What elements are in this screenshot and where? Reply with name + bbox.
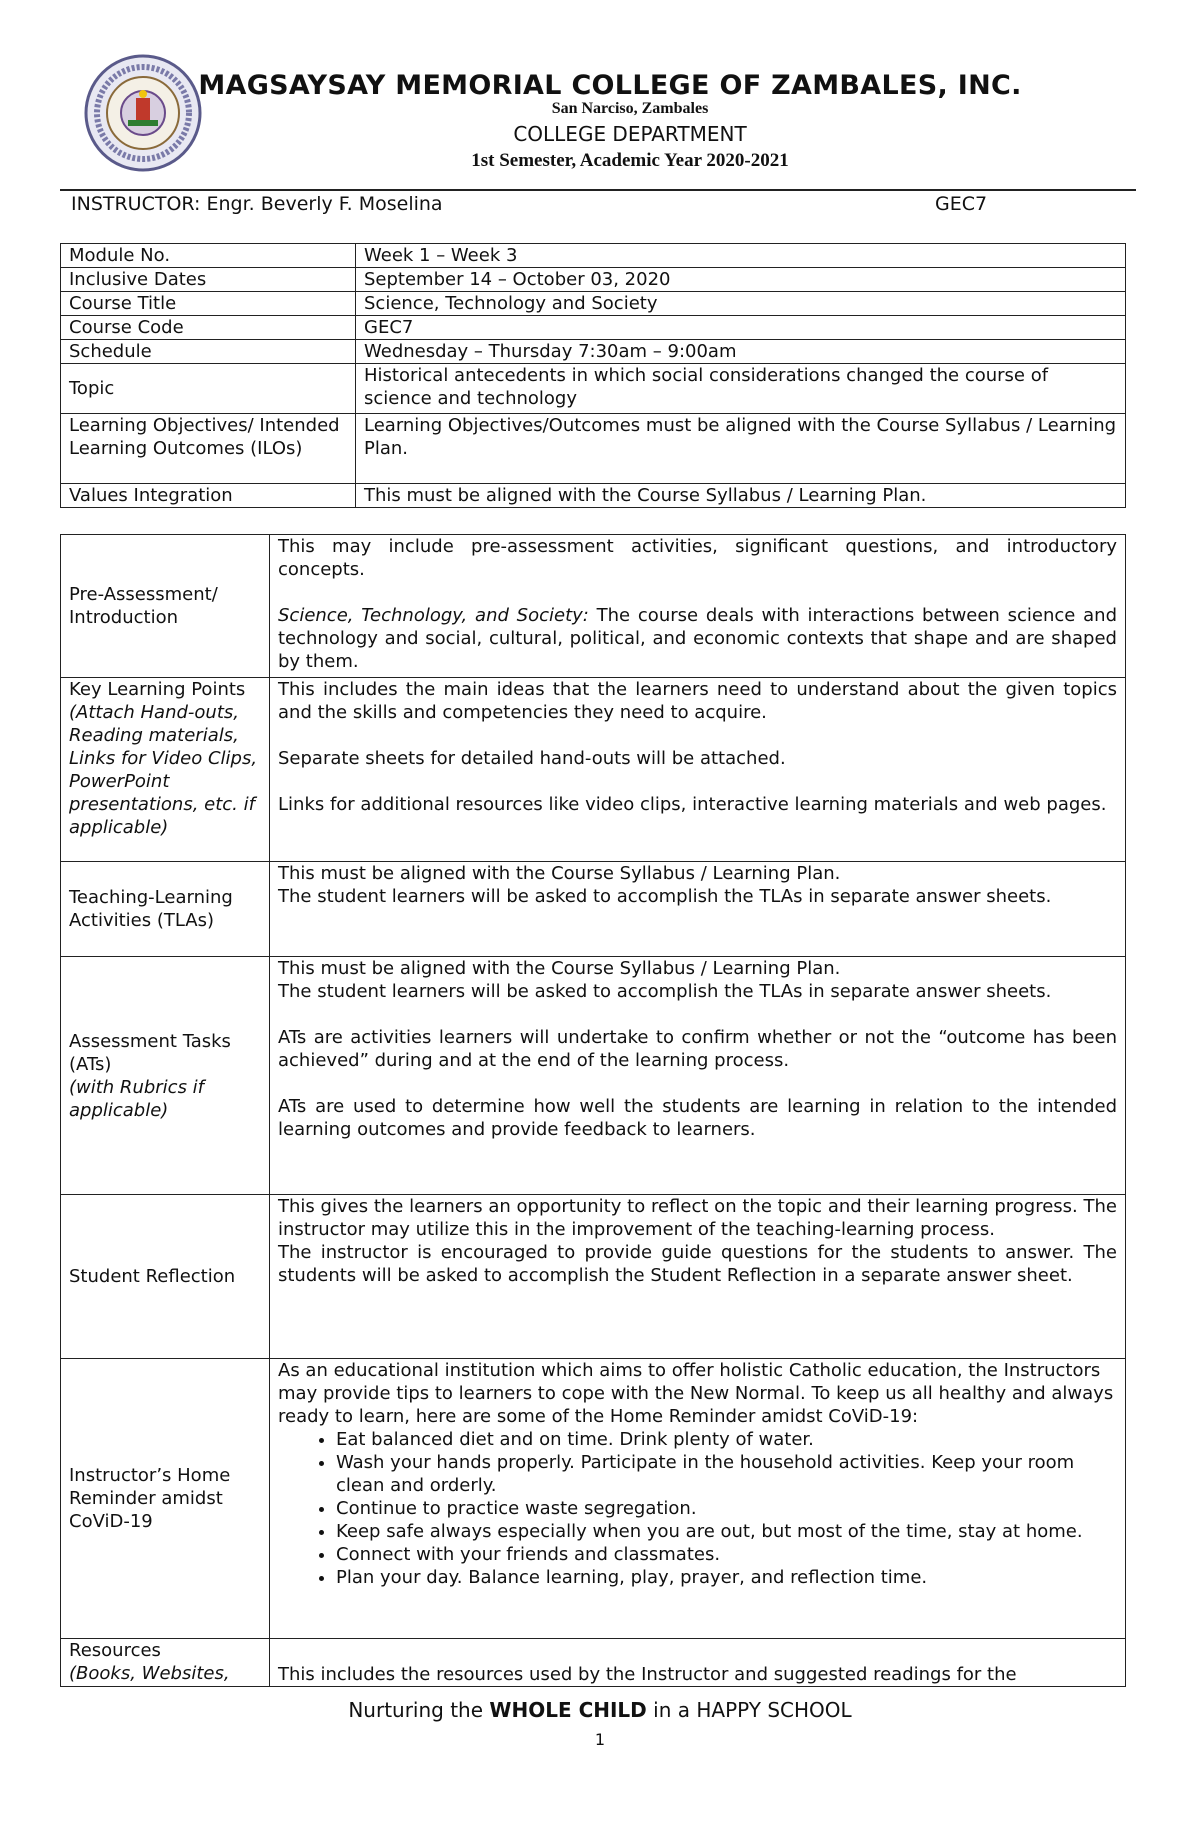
key-points-handouts: Separate sheets for detailed hand-outs will be attached. xyxy=(278,748,786,769)
list-item: • Keep safe always especially when you are out, but most of the time, stay at home. xyxy=(336,1520,1117,1543)
table-row xyxy=(61,1359,1126,1639)
key-points-label: Key Learning Points xyxy=(69,679,246,700)
list-item: • Wash your hands properly. Participate in the household activities. Keep your room clean and orderly. xyxy=(336,1451,1117,1497)
list-item: • Eat balanced diet and on time. Drink plenty of water. xyxy=(336,1428,1117,1451)
key-points-content xyxy=(270,678,1126,862)
table-row xyxy=(61,292,1126,316)
motto-pre: Nurturing the xyxy=(348,1698,490,1722)
info-label: Learning Objectives/ Intended Learning Outcomes (ILOs) xyxy=(61,414,356,484)
reflection-text-1: This gives the learners an opportunity to reflect on the topic and their learning progress. The instructor may utilize this in the improvement of the teaching-learning process. xyxy=(278,1196,1117,1240)
reflection-content xyxy=(270,1195,1126,1359)
assessment-label: Assessment Tasks (ATs) xyxy=(69,1030,231,1075)
resources-note: (Books, Websites, xyxy=(69,1663,230,1684)
reminder-label: Instructor’s Home Reminder amidst CoViD-19 xyxy=(61,1359,270,1639)
course-title-italic: Science, Technology, and Society: xyxy=(278,605,589,626)
resources-label-cell xyxy=(61,1639,270,1687)
reflection-text-2: The instructor is encouraged to provide guide questions for the students to answer. The students will be asked to accomplish the Student Reflection in a separate answer sheet. xyxy=(278,1242,1117,1286)
reminder-content xyxy=(270,1359,1126,1639)
key-points-label-cell xyxy=(61,678,270,862)
key-points-note: (Attach Hand-outs, Reading materials, Links for Video Clips, PowerPoint presentations, etc. if applicable) xyxy=(69,702,258,838)
department-name: COLLEGE DEPARTMENT xyxy=(513,122,747,146)
list-item: • Plan your day. Balance learning, play, prayer, and reflection time. xyxy=(336,1566,1117,1589)
instructor-line: INSTRUCTOR: Engr. Beverly F. Moselina xyxy=(71,193,443,215)
reminder-list xyxy=(278,1428,1117,1589)
assessment-content xyxy=(270,957,1126,1195)
info-value: September 14 – October 03, 2020 xyxy=(356,268,1126,292)
footer-motto xyxy=(0,1698,1200,1722)
assessment-text-4: ATs are used to determine how well the students are learning in relation to the intended learning outcomes and provide feedback to learners. xyxy=(278,1096,1117,1140)
assessment-text-2: The student learners will be asked to accomplish the TLAs in separate answer sheets. xyxy=(278,981,1052,1002)
college-location: San Narciso, Zambales xyxy=(551,100,709,117)
list-item: • Continue to practice waste segregation. xyxy=(336,1497,1117,1520)
tlas-text-2: The student learners will be asked to accomplish the TLAs in separate answer sheets. xyxy=(278,886,1052,907)
assessment-label-cell xyxy=(61,957,270,1195)
info-label: Course Code xyxy=(61,316,356,340)
info-label: Inclusive Dates xyxy=(61,268,356,292)
table-row xyxy=(61,268,1126,292)
assessment-note: (with Rubrics if applicable) xyxy=(69,1076,205,1121)
assessment-text-3: ATs are activities learners will undertake to confirm whether or not the “outcome has been achieved” during and at the end of the learning process. xyxy=(278,1027,1117,1071)
table-row xyxy=(61,862,1126,957)
resources-content xyxy=(270,1639,1126,1687)
table-row xyxy=(61,484,1126,508)
reflection-label: Student Reflection xyxy=(61,1195,270,1359)
tlas-label: Teaching-Learning Activities (TLAs) xyxy=(61,862,270,957)
info-value: Learning Objectives/Outcomes must be aligned with the Course Syllabus / Learning Plan. xyxy=(356,414,1126,484)
key-points-text: This includes the main ideas that the learners need to understand about the given topics and the skills and competencies they need to acquire. xyxy=(278,679,1117,723)
table-row xyxy=(61,957,1126,1195)
motto-post: in a HAPPY SCHOOL xyxy=(646,1698,852,1722)
course-description-text: The course deals with interactions between science and technology and social, cultural, political, and economic contexts that shape and are shaped by them. xyxy=(278,605,1117,672)
pre-assessment-label: Pre-Assessment/ Introduction xyxy=(61,535,270,678)
module-info-table xyxy=(60,243,1126,508)
list-item: • Connect with your friends and classmates. xyxy=(336,1543,1117,1566)
course-code-header: GEC7 xyxy=(935,193,988,215)
table-row xyxy=(61,316,1126,340)
info-value: Wednesday – Thursday 7:30am – 9:00am xyxy=(356,340,1126,364)
resources-label: Resources xyxy=(69,1640,161,1661)
table-row xyxy=(61,340,1126,364)
resources-text: This includes the resources used by the Instructor and suggested readings for the xyxy=(278,1664,1017,1685)
header-divider xyxy=(60,189,1136,191)
info-label: Module No. xyxy=(61,244,356,268)
course-description xyxy=(278,604,1117,673)
info-label: Course Title xyxy=(61,292,356,316)
info-label: Schedule xyxy=(61,340,356,364)
info-value: Science, Technology and Society xyxy=(356,292,1126,316)
info-label: Values Integration xyxy=(61,484,356,508)
college-name: MAGSAYSAY MEMORIAL COLLEGE OF ZAMBALES, INC. xyxy=(198,70,1022,101)
table-row xyxy=(61,244,1126,268)
semester-line: 1st Semester, Academic Year 2020-2021 xyxy=(471,150,789,171)
motto-bold: WHOLE CHILD xyxy=(489,1698,647,1722)
page-number: 1 xyxy=(594,1730,606,1749)
pre-assessment-content xyxy=(270,535,1126,678)
key-points-links: Links for additional resources like video clips, interactive learning materials and web pages. xyxy=(278,794,1107,815)
assessment-text-1: This must be aligned with the Course Syllabus / Learning Plan. xyxy=(278,958,841,979)
tlas-content xyxy=(270,862,1126,957)
tlas-text-1: This must be aligned with the Course Syllabus / Learning Plan. xyxy=(278,863,841,884)
table-row xyxy=(61,1195,1126,1359)
table-row xyxy=(61,414,1126,484)
table-row xyxy=(61,1639,1126,1687)
table-row xyxy=(61,364,1126,414)
table-row xyxy=(61,535,1126,678)
info-value: GEC7 xyxy=(356,316,1126,340)
info-value: Week 1 – Week 3 xyxy=(356,244,1126,268)
info-value: This must be aligned with the Course Syllabus / Learning Plan. xyxy=(356,484,1126,508)
info-value: Historical antecedents in which social considerations changed the course of science and technology xyxy=(356,364,1126,414)
table-row xyxy=(61,678,1126,862)
reminder-intro: As an educational institution which aims to offer holistic Catholic education, the Instructors may provide tips to learners to cope with the New Normal. To keep us all healthy and always ready to learn, here are some of the Home Reminder amidst CoViD-19: xyxy=(278,1360,1114,1427)
learning-plan-table xyxy=(60,534,1126,1687)
pre-assessment-text: This may include pre-assessment activities, significant questions, and introductory concepts. xyxy=(278,536,1117,580)
info-label: Topic xyxy=(61,364,356,414)
